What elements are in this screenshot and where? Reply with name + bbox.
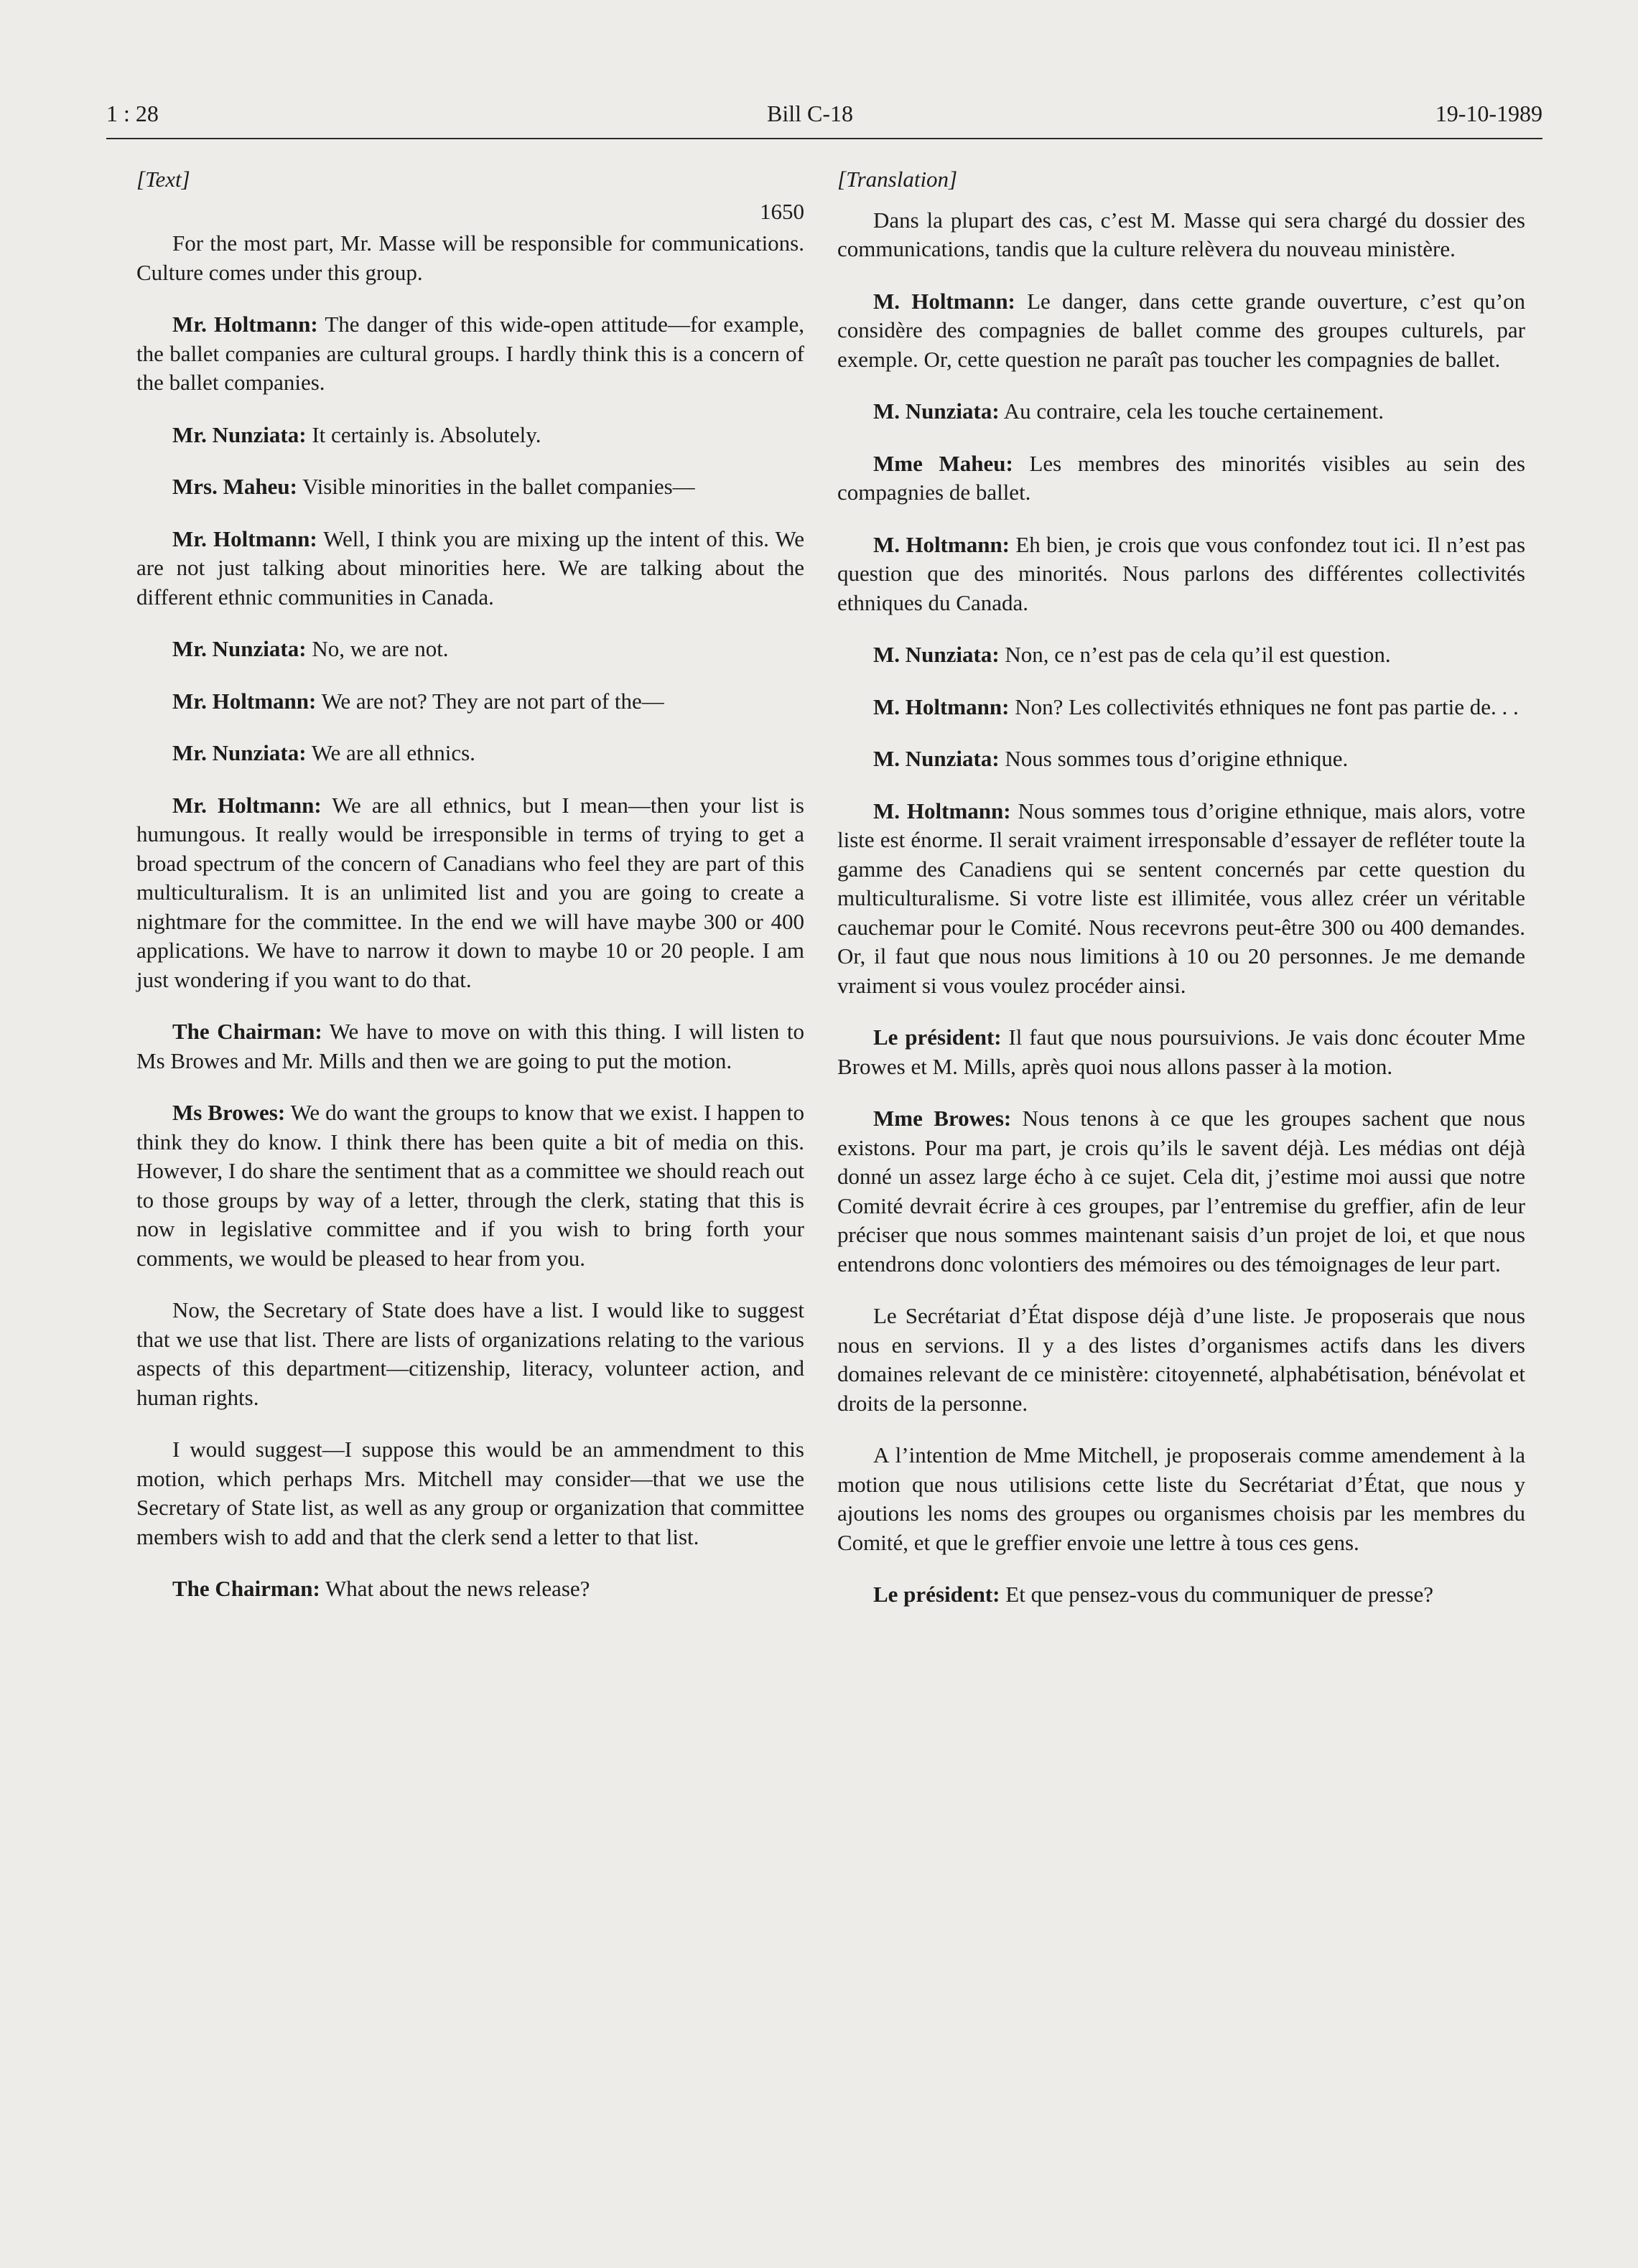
speaker-name: Mr. Holtmann: <box>172 688 317 714</box>
running-header <box>106 101 1542 136</box>
transcript-paragraph <box>837 745 1525 774</box>
speaker-name: Mme Maheu: <box>873 450 1013 476</box>
speaker-name: M. Nunziata: <box>873 746 1000 771</box>
column-label: [Text] <box>136 167 190 192</box>
speaker-name: Mr. Holtmann: <box>172 312 318 337</box>
transcript-paragraph <box>136 1098 804 1273</box>
transcript-paragraph <box>136 525 804 612</box>
paragraph-text: We are all ethnics, but I mean—then your list is humungous. It really would be irresponsible in terms of trying to get a broad spectrum of the concern of Canadians who feel they are part of this multiculturalism. It is an unlimited list and you are going to create a nightmare for the committee. In the end we will have maybe 300 or 400 applications. We have to narrow it down to maybe 10 or 20 people. I am just wondering if you want to do that. <box>136 792 804 992</box>
transcript-paragraph <box>136 472 804 502</box>
speaker-name: M. Nunziata: <box>873 642 1000 667</box>
paragraph-text: We are not? They are not part of the— <box>321 688 664 714</box>
speaker-name: M. Holtmann: <box>873 694 1010 719</box>
paragraph-text: It certainly is. Absolutely. <box>312 421 541 447</box>
transcript-paragraph <box>136 421 804 450</box>
timestamp: 1650 <box>760 198 804 224</box>
speaker-name: Mr. Nunziata: <box>172 740 307 765</box>
speaker-name: M. Nunziata: <box>873 398 1000 424</box>
paragraph-text: Nous sommes tous d’origine ethnique, mais alors, votre liste est énorme. Il serait vraiment irresponsable d’essayer de refléter toute la gamme des Canadiens qui se sentent concernés par cette question du multiculturalisme. Si votre liste est illimitée, vous allez créer un véritable cauchemar pour le Comité. Nous recevrons peut-être 300 ou 400 demandes. Or, il faut que nous nous limitions à 10 ou 20 personnes. Je me demande vraiment si vous voulez procéder ainsi. <box>837 798 1526 998</box>
speaker-name: Mr. Nunziata: <box>172 636 307 661</box>
transcript-paragraph <box>837 693 1525 722</box>
transcript-paragraph <box>136 635 804 664</box>
transcript-paragraph <box>837 449 1525 508</box>
bill-title: Bill C-18 <box>767 101 854 126</box>
speaker-name: M. Holtmann: <box>873 288 1015 314</box>
speaker-name: M. Holtmann: <box>873 531 1010 557</box>
transcript-paragraph <box>136 310 804 398</box>
paragraph-text: Les membres des minorités visibles au sein des compagnies de ballet. <box>837 450 1525 505</box>
transcript-paragraph <box>837 1580 1525 1610</box>
transcript-paragraph <box>136 1435 804 1551</box>
transcript-paragraph <box>136 1574 804 1604</box>
speaker-name: Mr. Holtmann: <box>172 526 317 551</box>
transcript-paragraph <box>837 1023 1525 1081</box>
paragraph-text: Le danger, dans cette grande ouverture, c’est qu’on considère des compagnies de ballet comme des groupes culturels, par exemple. Or, cette question ne paraît pas toucher les compagnies de ballet. <box>837 288 1526 372</box>
paragraph-text: We are all ethnics. <box>311 740 475 765</box>
speaker-name: Ms Browes: <box>172 1100 286 1125</box>
paragraph-text: No, we are not. <box>312 636 449 661</box>
header-rule <box>106 138 1542 139</box>
french-column <box>837 165 1525 1633</box>
transcript-paragraph <box>837 797 1525 1001</box>
paragraph-text: Now, the Secretary of State does have a list. I would like to suggest that we use that list. There are lists of organizations relating to the various aspects of this department—citizenship, literacy, volunteer action, and human rights. <box>136 1297 804 1410</box>
paragraph-text: Au contraire, cela les touche certainement. <box>1003 398 1385 424</box>
speaker-name: Mr. Holtmann: <box>172 792 322 818</box>
paragraph-text: Eh bien, je crois que vous confondez tout ici. Il n’est pas question que des minorités. Nous parlons des différentes collectivités ethniques du Canada. <box>837 531 1526 615</box>
speaker-name: M. Holtmann: <box>873 798 1011 823</box>
transcript-paragraph <box>136 739 804 768</box>
paragraph-text: We do want the groups to know that we exist. I happen to think they do know. I think there has been quite a bit of media on this. However, I do share the sentiment that as a committee we should reach out to those groups by way of a letter, through the clerk, stating that this is now in legislative committee and if you wish to bring forth your comments, we would be pleased to hear from you. <box>136 1100 804 1271</box>
speaker-name: Mrs. Maheu: <box>172 474 297 499</box>
page-number: 1 : 28 <box>106 101 159 126</box>
transcript-paragraph <box>837 206 1525 264</box>
paragraph-text: Et que pensez-vous du communiquer de presse? <box>1005 1582 1433 1607</box>
paragraph-text: For the most part, Mr. Masse will be responsible for communications. Culture comes under this group. <box>136 230 804 285</box>
paragraph-text: Non, ce n’est pas de cela qu’il est question. <box>1005 642 1391 667</box>
transcript-paragraph <box>136 229 804 287</box>
paragraph-text: I would suggest—I suppose this would be an ammendment to this motion, which perhaps Mrs. Mitchell may consider—that we use the Secretary of State list, as well as any group or organization that committee members wish to add and that the clerk send a letter to that list. <box>136 1437 804 1549</box>
transcript-paragraph <box>136 687 804 717</box>
transcript-paragraph <box>837 531 1525 618</box>
transcript-paragraph <box>837 287 1525 375</box>
transcript-paragraph <box>837 1302 1525 1418</box>
speaker-name: Le président: <box>873 1582 1000 1607</box>
paragraph-text: The danger of this wide-open attitude—for example, the ballet companies are cultural groups. I hardly think this is a concern of the ballet companies. <box>136 312 804 395</box>
paragraph-text: Visible minorities in the ballet companies— <box>302 474 695 499</box>
speaker-name: The Chairman: <box>172 1576 320 1601</box>
transcript-paragraph <box>837 1104 1525 1279</box>
paragraph-text: Dans la plupart des cas, c’est M. Masse qui sera chargé du dossier des communications, tandis que la culture relèvera du nouveau ministère. <box>837 207 1525 261</box>
paragraph-text: Il faut que nous poursuivions. Je vais donc écouter Mme Browes et M. Mills, après quoi nous allons passer à la motion. <box>837 1025 1525 1079</box>
column-label: [Translation] <box>837 167 958 192</box>
paragraph-text: We have to move on with this thing. I will listen to Ms Browes and Mr. Mills and then we are going to put the motion. <box>136 1019 804 1073</box>
speaker-name: Le président: <box>873 1025 1002 1050</box>
transcript-paragraph <box>837 640 1525 670</box>
paragraph-text: A l’intention de Mme Mitchell, je proposerais comme amendement à la motion que nous utilisions cette liste du Secrétariat d’État, que nous y ajoutions les noms des groupes ou organismes choisis par les membres du Comité, et que le greffier envoie une lettre à tous ces gens. <box>837 1442 1525 1555</box>
paragraph-text: What about the news release? <box>325 1576 590 1601</box>
transcript-paragraph <box>136 1017 804 1075</box>
speaker-name: The Chairman: <box>172 1019 322 1044</box>
speaker-name: Mme Browes: <box>873 1106 1012 1131</box>
paragraph-text: Le Secrétariat d’État dispose déjà d’une liste. Je proposerais que nous nous en servions. Il y a des listes d’organismes actifs dans les divers domaines relevant de ce ministère: citoyenneté, alphabétisation, bénévolat et droits de la personne. <box>837 1303 1525 1416</box>
transcript-paragraph <box>136 1296 804 1412</box>
paragraph-text: Well, I think you are mixing up the intent of this. We are not just talking about minorities here. We are talking about the different ethnic communities in Canada. <box>136 526 804 610</box>
transcript-paragraph <box>136 791 804 995</box>
header-date: 19-10-1989 <box>1435 101 1542 126</box>
paragraph-text: Nous sommes tous d’origine ethnique. <box>1005 746 1349 771</box>
paragraph-text: Nous tenons à ce que les groupes sachent que nous existons. Pour ma part, je crois qu’ils le savent déjà. Les médias ont déjà donné un assez large écho à ce sujet. Cela dit, j’estime moi aussi que notre Comité devrait écrire à ces groupes, par l’entremise du greffier, afin de leur préciser que nous sommes maintenant saisis d’un projet de loi, et que nous entendrons donc volontiers des mémoires ou des témoignages de leur part. <box>837 1106 1525 1277</box>
english-column <box>136 165 804 1627</box>
paragraph-text: Non? Les collectivités ethniques ne font pas partie de. . . <box>1015 694 1519 719</box>
transcript-paragraph <box>837 397 1525 426</box>
speaker-name: Mr. Nunziata: <box>172 421 307 447</box>
transcript-paragraph <box>837 1441 1525 1557</box>
